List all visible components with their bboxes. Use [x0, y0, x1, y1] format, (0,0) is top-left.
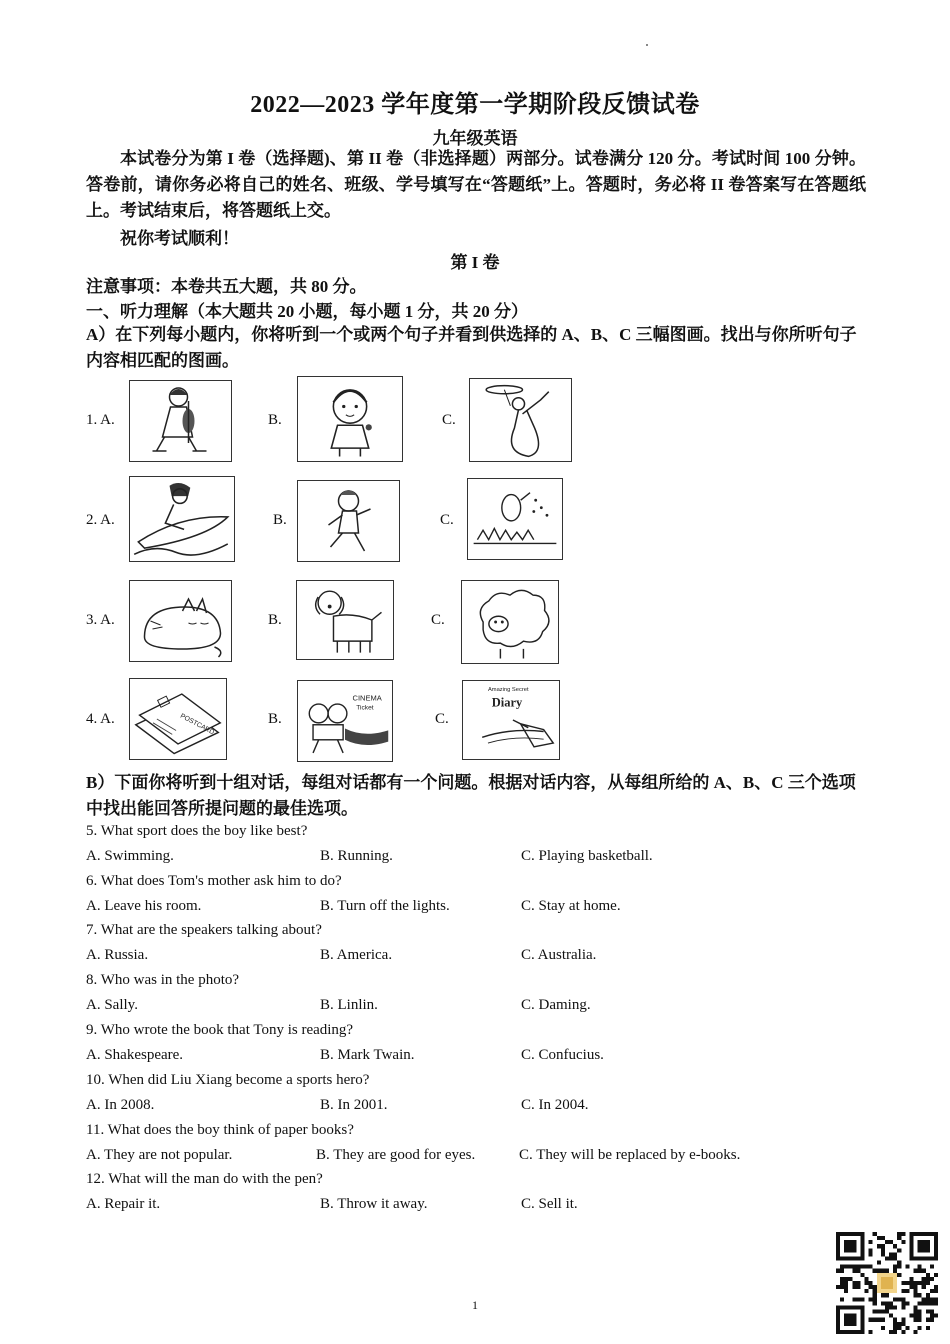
q5-option-c: C. Playing basketball.	[521, 848, 653, 864]
q3-b-label: B.	[268, 612, 282, 628]
q11-option-a: A. They are not popular.	[86, 1147, 233, 1163]
question-6: 6. What does Tom's mother ask him to do?	[86, 873, 342, 889]
q2-c-watering-picture	[467, 478, 563, 560]
exam-subtitle: 九年级英语	[432, 129, 518, 148]
q7-option-a: A. Russia.	[86, 947, 149, 963]
q8-option-c: C. Daming.	[521, 997, 591, 1013]
diary-text: Diary	[491, 695, 523, 710]
q9-option-c: C. Confucius.	[521, 1047, 604, 1063]
ticket-text: Ticket	[356, 704, 374, 712]
q6-option-a: A. Leave his room.	[86, 898, 202, 914]
question-12: 12. What will the man do with the pen?	[86, 1171, 323, 1187]
q3-label: 3. A.	[86, 612, 115, 628]
question-10: 10. When did Liu Xiang become a sports hero?	[86, 1072, 370, 1088]
q1-b-singing-girl-picture	[297, 376, 403, 462]
question-9: 9. Who wrote the book that Tony is reading?	[86, 1022, 354, 1038]
q3-b-dog-picture	[296, 580, 394, 660]
q1-c-label: C.	[442, 412, 456, 428]
q10-option-c: C. In 2004.	[521, 1097, 589, 1113]
exam-wish: 祝你考试顺利！	[120, 229, 239, 248]
q12-option-a: A. Repair it.	[86, 1196, 161, 1212]
q3-a-cat-picture	[129, 580, 232, 662]
volume-note: 注意事项：本卷共五大题，共 80 分。	[86, 277, 367, 296]
q8-option-a: A. Sally.	[86, 997, 138, 1013]
q6-option-b: B. Turn off the lights.	[320, 898, 450, 914]
q1-a-violin-boy-picture	[129, 380, 232, 462]
q8-option-b: B. Linlin.	[320, 997, 378, 1013]
q9-option-b: B. Mark Twain.	[320, 1047, 415, 1063]
q10-option-b: B. In 2001.	[320, 1097, 388, 1113]
q4-b-cinema-ticket-picture	[297, 680, 393, 762]
question-8: 8. Who was in the photo?	[86, 972, 240, 988]
listening-section-title: 一、听力理解（本大题共 20 小题，每小题 1 分，共 20 分）	[86, 302, 528, 321]
q7-option-c: C. Australia.	[521, 947, 597, 963]
part-b-instructions: B）下面你将听到十组对话，每组对话都有一个问题。根据对话内容，从每组所给的 A、B、C 三个选项中找出能回答所提问题的最佳选项。	[86, 773, 856, 818]
q11-option-b: B. They are good for eyes.	[316, 1147, 476, 1163]
q6-option-c: C. Stay at home.	[521, 898, 621, 914]
q2-b-label: B.	[273, 512, 287, 528]
q12-option-b: B. Throw it away.	[320, 1196, 428, 1212]
q4-a-postcards-picture	[129, 678, 227, 760]
q2-label: 2. A.	[86, 512, 115, 528]
q11-option-c: C. They will be replaced by e-books.	[519, 1147, 741, 1163]
q1-label: 1. A.	[86, 412, 115, 428]
page-number: 1	[472, 1298, 478, 1312]
q3-c-sheep-picture	[461, 580, 559, 664]
qr-code-icon	[836, 1232, 938, 1334]
cinema-text: CINEMA	[352, 693, 382, 703]
q1-b-label: B.	[268, 412, 282, 428]
exam-title: 2022—2023 学年度第一学期阶段反馈试卷	[250, 92, 700, 118]
q2-b-running-boy-picture	[297, 480, 400, 562]
question-5: 5. What sport does the boy like best?	[86, 823, 308, 839]
q7-option-b: B. America.	[320, 947, 393, 963]
q2-c-label: C.	[440, 512, 454, 528]
q5-option-a: A. Swimming.	[86, 848, 174, 864]
q1-c-dancer-picture	[469, 378, 572, 462]
scan-speck	[646, 44, 648, 46]
q3-c-label: C.	[431, 612, 445, 628]
q12-option-c: C. Sell it.	[521, 1196, 578, 1212]
volume-heading: 第 I 卷	[450, 253, 500, 272]
q4-label: 4. A.	[86, 711, 115, 727]
amazing-secret-text: Amazing Secret	[487, 687, 529, 694]
q4-b-label: B.	[268, 711, 282, 727]
exam-intro: 本试卷分为第 I 卷（选择题)、第 II 卷（非选择题）两部分。试卷满分 120 分。考试时间 100 分钟。答卷前，请你务必将自己的姓名、班级、学号填写在“答题纸”上。答题时，务必将 II 卷答案写在答题纸上。考试结束后，将答题纸上交。	[86, 149, 866, 220]
postcard-text: POSTCARD	[178, 712, 216, 737]
q4-c-label: C.	[435, 711, 449, 727]
q9-option-a: A. Shakespeare.	[86, 1047, 184, 1063]
q4-c-diary-picture	[462, 680, 560, 760]
q2-a-surfing-boy-picture	[129, 476, 235, 562]
q5-option-b: B. Running.	[320, 848, 393, 864]
part-a-instructions: A）在下列每小题内，你将听到一个或两个句子并看到供选择的 A、B、C 三幅图画。找出与你所听句子内容相匹配的图画。	[86, 325, 857, 370]
question-11: 11. What does the boy think of paper books?	[86, 1122, 354, 1138]
q10-option-a: A. In 2008.	[86, 1097, 155, 1113]
question-7: 7. What are the speakers talking about?	[86, 922, 322, 938]
